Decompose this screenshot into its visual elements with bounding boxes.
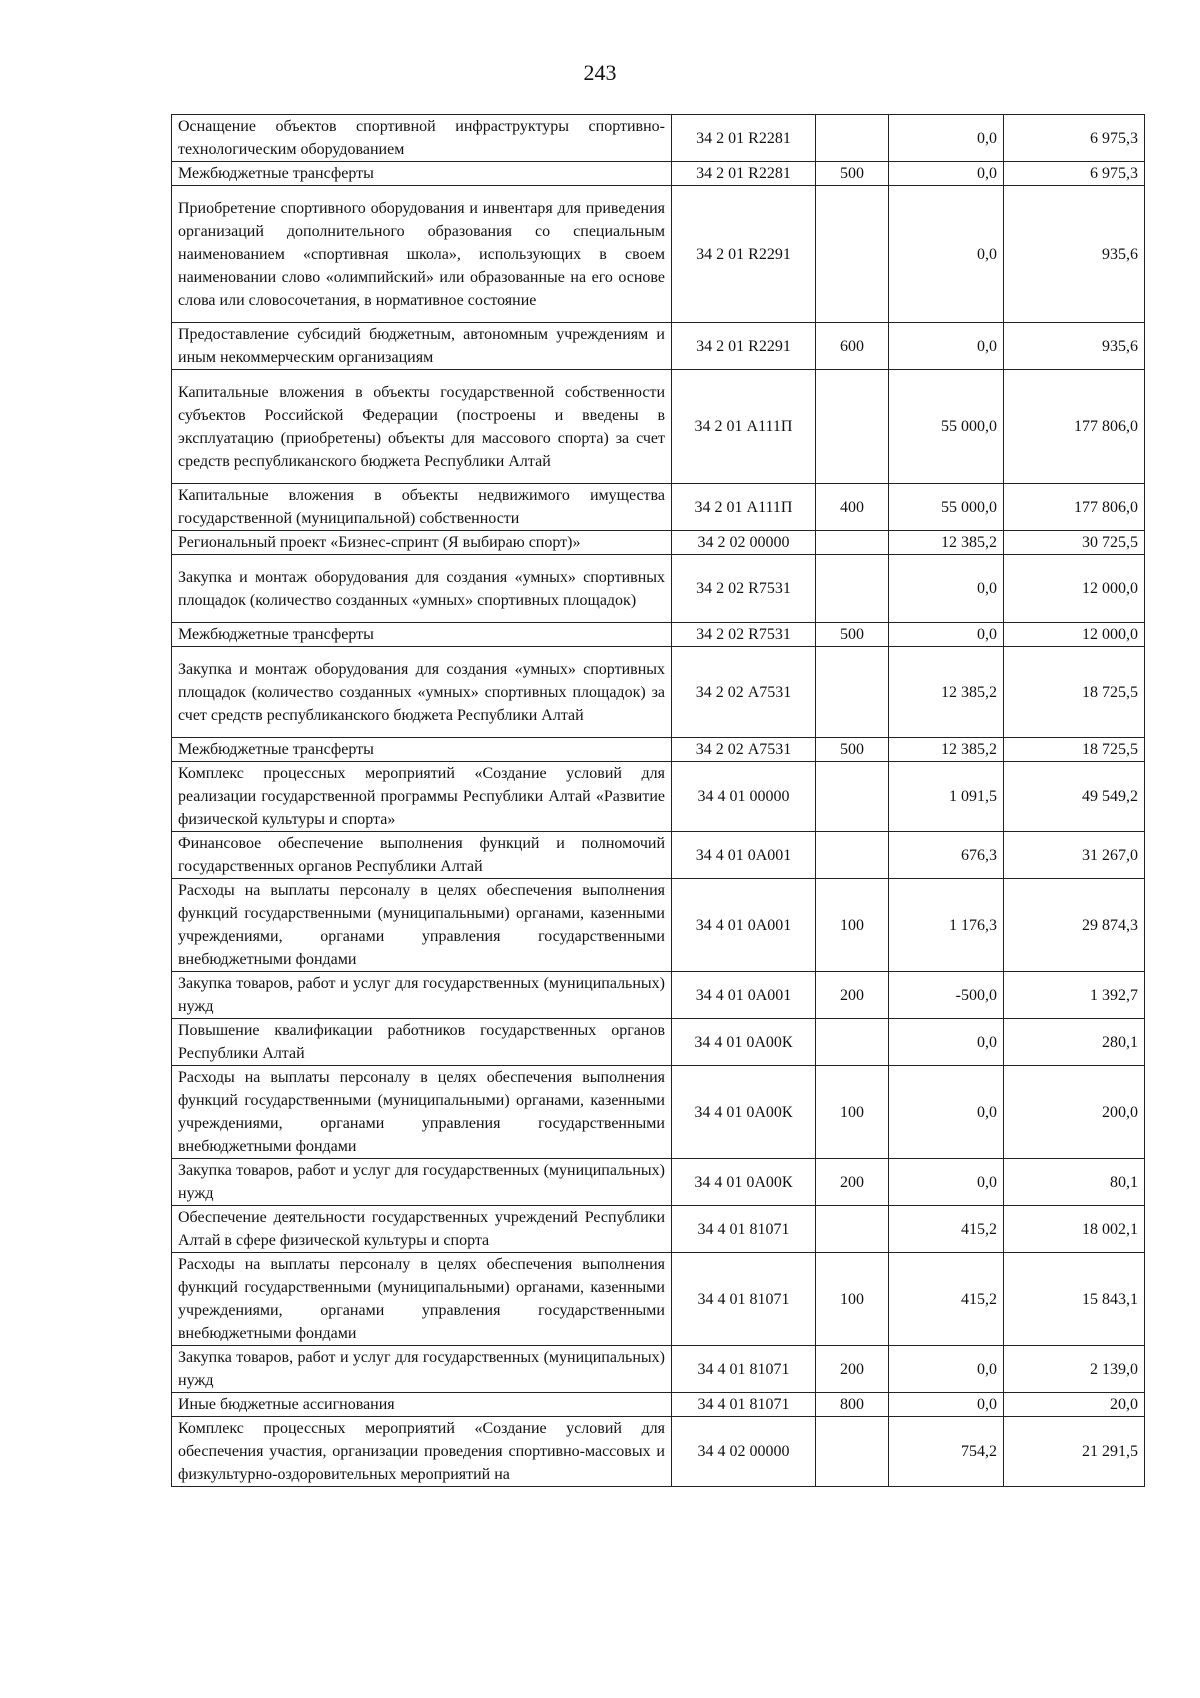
row-amount-total: 18 002,1 bbox=[1004, 1206, 1145, 1253]
row-amount-change: 1 091,5 bbox=[889, 762, 1004, 832]
row-expense-type bbox=[816, 1019, 889, 1066]
table-row bbox=[172, 647, 1145, 738]
row-expense-type: 500 bbox=[816, 162, 889, 186]
row-description: Межбюджетные трансферты bbox=[172, 738, 672, 762]
row-amount-total: 177 806,0 bbox=[1004, 484, 1145, 531]
row-expense-type: 100 bbox=[816, 1253, 889, 1346]
row-amount-total: 18 725,5 bbox=[1004, 647, 1145, 738]
row-amount-change: 676,3 bbox=[889, 832, 1004, 879]
row-description: Капитальные вложения в объекты государственной собственности субъектов Российской Федерации (построены и введены в эксплуатацию (приобретены) объекты для массового спорта) за счет средств республиканского бюджета Республики Алтай bbox=[172, 370, 672, 484]
row-expense-type bbox=[816, 832, 889, 879]
table-row bbox=[172, 1066, 1145, 1159]
row-expense-type: 500 bbox=[816, 738, 889, 762]
row-amount-total: 935,6 bbox=[1004, 323, 1145, 370]
table-row bbox=[172, 323, 1145, 370]
table-row bbox=[172, 623, 1145, 647]
row-description: Иные бюджетные ассигнования bbox=[172, 1393, 672, 1417]
row-amount-total: 280,1 bbox=[1004, 1019, 1145, 1066]
row-amount-total: 18 725,5 bbox=[1004, 738, 1145, 762]
row-code: 34 4 01 00000 bbox=[672, 762, 816, 832]
row-code: 34 2 02 R7531 bbox=[672, 623, 816, 647]
row-expense-type bbox=[816, 762, 889, 832]
row-description: Комплекс процессных мероприятий «Создание условий для реализации государственной программы Республики Алтай «Развитие физической культуры и спорта» bbox=[172, 762, 672, 832]
row-expense-type bbox=[816, 1417, 889, 1487]
row-expense-type: 100 bbox=[816, 1066, 889, 1159]
row-amount-change: 55 000,0 bbox=[889, 370, 1004, 484]
row-expense-type bbox=[816, 647, 889, 738]
table-row bbox=[172, 555, 1145, 623]
table-row bbox=[172, 1253, 1145, 1346]
row-expense-type bbox=[816, 531, 889, 555]
row-description: Расходы на выплаты персоналу в целях обеспечения выполнения функций государственными (муниципальными) органами, казенными учреждениями, органами управления государственными внебюджетными фондами bbox=[172, 1253, 672, 1346]
table-row bbox=[172, 370, 1145, 484]
row-amount-total: 15 843,1 bbox=[1004, 1253, 1145, 1346]
row-description: Закупка товаров, работ и услуг для государственных (муниципальных) нужд bbox=[172, 972, 672, 1019]
row-amount-change: 0,0 bbox=[889, 623, 1004, 647]
row-description: Закупка товаров, работ и услуг для государственных (муниципальных) нужд bbox=[172, 1346, 672, 1393]
row-amount-change: 55 000,0 bbox=[889, 484, 1004, 531]
row-code: 34 2 02 R7531 bbox=[672, 555, 816, 623]
row-code: 34 2 02 00000 bbox=[672, 531, 816, 555]
row-code: 34 4 01 81071 bbox=[672, 1253, 816, 1346]
row-code: 34 4 01 0А001 bbox=[672, 832, 816, 879]
row-amount-change: 0,0 bbox=[889, 1066, 1004, 1159]
row-amount-change: 0,0 bbox=[889, 1393, 1004, 1417]
table-row bbox=[172, 1346, 1145, 1393]
row-code: 34 2 01 R2291 bbox=[672, 186, 816, 323]
row-expense-type: 800 bbox=[816, 1393, 889, 1417]
row-amount-total: 29 874,3 bbox=[1004, 879, 1145, 972]
row-amount-total: 12 000,0 bbox=[1004, 555, 1145, 623]
row-amount-change: 0,0 bbox=[889, 186, 1004, 323]
row-code: 34 4 01 81071 bbox=[672, 1393, 816, 1417]
table-row bbox=[172, 115, 1145, 162]
table-row bbox=[172, 879, 1145, 972]
row-code: 34 4 01 0А00К bbox=[672, 1019, 816, 1066]
row-description: Капитальные вложения в объекты недвижимого имущества государственной (муниципальной) собственности bbox=[172, 484, 672, 531]
table-row bbox=[172, 186, 1145, 323]
row-expense-type bbox=[816, 1206, 889, 1253]
row-code: 34 2 02 А7531 bbox=[672, 738, 816, 762]
row-amount-change: 12 385,2 bbox=[889, 647, 1004, 738]
table-row bbox=[172, 162, 1145, 186]
row-code: 34 4 01 0А00К bbox=[672, 1159, 816, 1206]
row-amount-total: 200,0 bbox=[1004, 1066, 1145, 1159]
row-amount-change: 0,0 bbox=[889, 115, 1004, 162]
row-description: Расходы на выплаты персоналу в целях обеспечения выполнения функций государственными (муниципальными) органами, казенными учреждениями, органами управления государственными внебюджетными фондами bbox=[172, 879, 672, 972]
row-code: 34 4 01 81071 bbox=[672, 1346, 816, 1393]
row-amount-change: 0,0 bbox=[889, 162, 1004, 186]
table-row bbox=[172, 832, 1145, 879]
row-description: Предоставление субсидий бюджетным, автономным учреждениям и иным некоммерческим организациям bbox=[172, 323, 672, 370]
row-description: Закупка и монтаж оборудования для создания «умных» спортивных площадок (количество созданных «умных» спортивных площадок) bbox=[172, 555, 672, 623]
table-row bbox=[172, 1417, 1145, 1487]
row-amount-total: 20,0 bbox=[1004, 1393, 1145, 1417]
row-amount-total: 12 000,0 bbox=[1004, 623, 1145, 647]
row-expense-type bbox=[816, 370, 889, 484]
budget-table bbox=[171, 114, 1145, 1487]
table-row bbox=[172, 738, 1145, 762]
row-amount-change: 1 176,3 bbox=[889, 879, 1004, 972]
row-code: 34 2 01 А111П bbox=[672, 484, 816, 531]
row-amount-change: 754,2 bbox=[889, 1417, 1004, 1487]
row-expense-type: 500 bbox=[816, 623, 889, 647]
row-amount-change: 12 385,2 bbox=[889, 531, 1004, 555]
table-row bbox=[172, 1393, 1145, 1417]
row-description: Межбюджетные трансферты bbox=[172, 162, 672, 186]
row-amount-total: 1 392,7 bbox=[1004, 972, 1145, 1019]
row-code: 34 4 01 81071 bbox=[672, 1206, 816, 1253]
row-amount-change: 0,0 bbox=[889, 323, 1004, 370]
row-description: Расходы на выплаты персоналу в целях обеспечения выполнения функций государственными (муниципальными) органами, казенными учреждениями, органами управления государственными внебюджетными фондами bbox=[172, 1066, 672, 1159]
row-amount-change: 0,0 bbox=[889, 1159, 1004, 1206]
table-row bbox=[172, 531, 1145, 555]
row-amount-change: 12 385,2 bbox=[889, 738, 1004, 762]
row-amount-total: 6 975,3 bbox=[1004, 162, 1145, 186]
row-amount-change: -500,0 bbox=[889, 972, 1004, 1019]
table-row bbox=[172, 1019, 1145, 1066]
row-description: Межбюджетные трансферты bbox=[172, 623, 672, 647]
row-description: Обеспечение деятельности государственных учреждений Республики Алтай в сфере физической культуры и спорта bbox=[172, 1206, 672, 1253]
row-amount-change: 415,2 bbox=[889, 1206, 1004, 1253]
row-description: Повышение квалификации работников государственных органов Республики Алтай bbox=[172, 1019, 672, 1066]
row-amount-total: 935,6 bbox=[1004, 186, 1145, 323]
row-expense-type bbox=[816, 115, 889, 162]
row-expense-type: 100 bbox=[816, 879, 889, 972]
row-description: Закупка и монтаж оборудования для создания «умных» спортивных площадок (количество созданных «умных» спортивных площадок) за счет средств республиканского бюджета Республики Алтай bbox=[172, 647, 672, 738]
table-row bbox=[172, 1159, 1145, 1206]
row-description: Приобретение спортивного оборудования и инвентаря для приведения организаций дополнительного образования со специальным наименованием «спортивная школа», использующих в своем наименовании слово «олимпийский» или образованные на его основе слова или словосочетания, в нормативное состояние bbox=[172, 186, 672, 323]
row-expense-type: 600 bbox=[816, 323, 889, 370]
row-expense-type: 400 bbox=[816, 484, 889, 531]
table-row bbox=[172, 972, 1145, 1019]
row-amount-total: 6 975,3 bbox=[1004, 115, 1145, 162]
row-expense-type bbox=[816, 555, 889, 623]
row-amount-total: 2 139,0 bbox=[1004, 1346, 1145, 1393]
row-code: 34 4 01 0А00К bbox=[672, 1066, 816, 1159]
row-description: Финансовое обеспечение выполнения функций и полномочий государственных органов Республики Алтай bbox=[172, 832, 672, 879]
row-amount-change: 415,2 bbox=[889, 1253, 1004, 1346]
row-code: 34 2 02 А7531 bbox=[672, 647, 816, 738]
row-amount-total: 21 291,5 bbox=[1004, 1417, 1145, 1487]
row-expense-type: 200 bbox=[816, 972, 889, 1019]
row-description: Закупка товаров, работ и услуг для государственных (муниципальных) нужд bbox=[172, 1159, 672, 1206]
row-code: 34 2 01 R2281 bbox=[672, 115, 816, 162]
row-amount-total: 31 267,0 bbox=[1004, 832, 1145, 879]
row-amount-change: 0,0 bbox=[889, 1346, 1004, 1393]
row-code: 34 2 01 R2291 bbox=[672, 323, 816, 370]
row-amount-total: 177 806,0 bbox=[1004, 370, 1145, 484]
row-code: 34 4 01 0А001 bbox=[672, 972, 816, 1019]
row-code: 34 2 01 R2281 bbox=[672, 162, 816, 186]
row-expense-type bbox=[816, 186, 889, 323]
row-amount-total: 80,1 bbox=[1004, 1159, 1145, 1206]
table-row bbox=[172, 484, 1145, 531]
row-description: Комплекс процессных мероприятий «Создание условий для обеспечения участия, организации проведения спортивно-массовых и физкультурно-оздоровительных мероприятий на bbox=[172, 1417, 672, 1487]
row-description: Региональный проект «Бизнес-спринт (Я выбираю спорт)» bbox=[172, 531, 672, 555]
row-amount-change: 0,0 bbox=[889, 1019, 1004, 1066]
row-amount-total: 49 549,2 bbox=[1004, 762, 1145, 832]
row-amount-change: 0,0 bbox=[889, 555, 1004, 623]
row-amount-total: 30 725,5 bbox=[1004, 531, 1145, 555]
row-code: 34 4 02 00000 bbox=[672, 1417, 816, 1487]
row-code: 34 2 01 А111П bbox=[672, 370, 816, 484]
row-code: 34 4 01 0А001 bbox=[672, 879, 816, 972]
page-number: 243 bbox=[583, 60, 617, 85]
budget-table-body bbox=[172, 115, 1145, 1487]
table-row bbox=[172, 762, 1145, 832]
row-expense-type: 200 bbox=[816, 1346, 889, 1393]
table-row bbox=[172, 1206, 1145, 1253]
row-description: Оснащение объектов спортивной инфраструктуры спортивно-технологическим оборудованием bbox=[172, 115, 672, 162]
row-expense-type: 200 bbox=[816, 1159, 889, 1206]
